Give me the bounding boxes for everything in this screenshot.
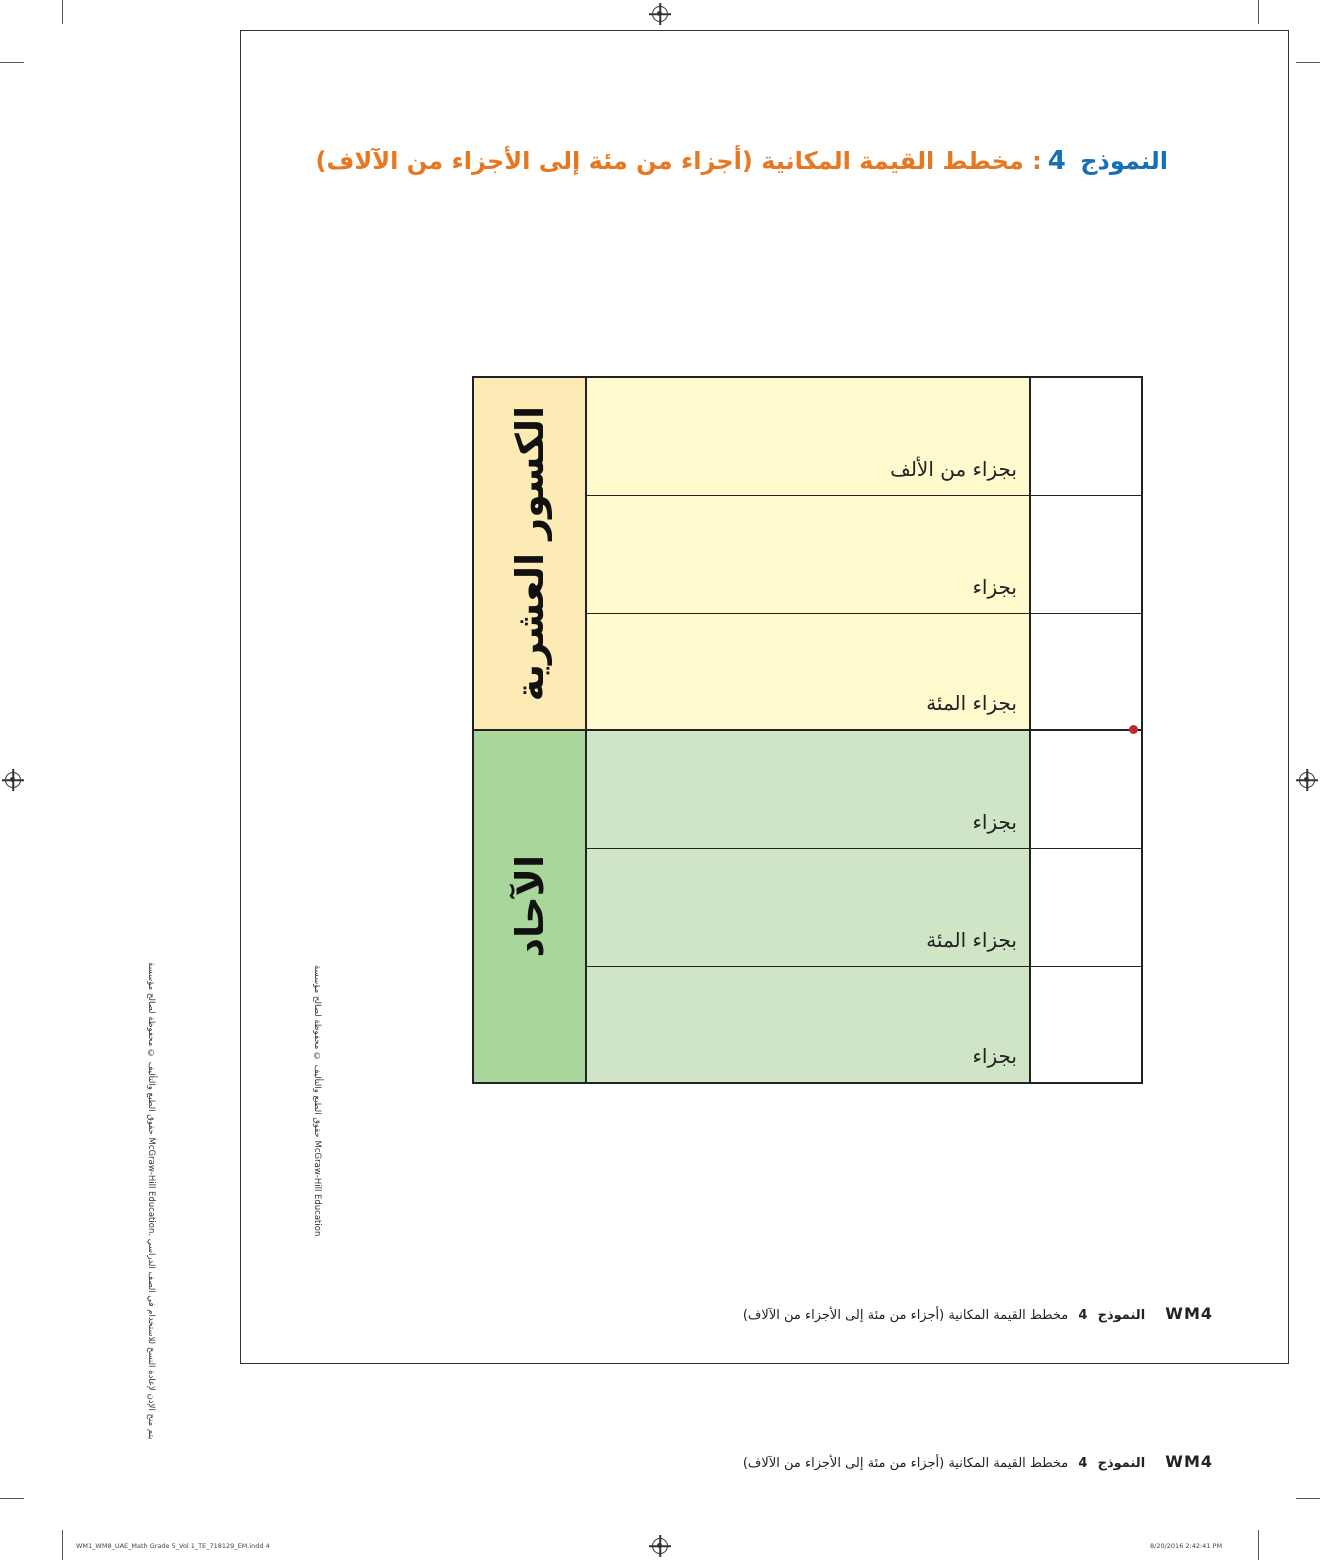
page-footer: [743, 1452, 1213, 1471]
title-separator: :: [1032, 147, 1042, 175]
copyright-credit: حقوق الطبع والتأليف © محفوظة لصالح مؤسسة McGraw-Hill Education: [312, 965, 322, 1237]
title-text: مخطط القيمة المكانية (أجزاء من مئة إلى الأجزاء من الآلاف): [315, 147, 1024, 175]
print-slug-date: 8/20/2016 2:42:41 PM: [1150, 1542, 1223, 1550]
place-label: بجزاء: [972, 575, 1017, 599]
print-slug-file: WM1_WM8_UAE_Math Grade 5_Vol 1_TE_718129_EM.indd 4: [76, 1542, 270, 1550]
footer-text: مخطط القيمة المكانية (أجزاء من مئة إلى الأجزاء من الآلاف): [742, 1456, 1069, 1471]
registration-mark-icon: [1299, 772, 1315, 788]
place-label: بجزاء: [972, 810, 1017, 834]
crop-mark: [62, 0, 63, 24]
place-value-row: [587, 731, 1031, 849]
decimals-group-label: [474, 378, 587, 731]
crop-mark: [1296, 1498, 1320, 1499]
place-value-row: [587, 849, 1031, 967]
footer-code: WM4: [1165, 1304, 1213, 1323]
place-label: بجزاء: [972, 1044, 1017, 1068]
digit-cell[interactable]: [1031, 731, 1141, 849]
footer-code: WM4: [1165, 1452, 1213, 1471]
decimals-label-text: الكسور العشرية: [507, 405, 552, 702]
crop-mark: [1296, 62, 1320, 63]
place-label: بجزاء من الألف: [890, 457, 1017, 481]
place-value-chart: [472, 376, 1143, 1084]
decimal-point-marker: [1129, 725, 1138, 734]
footer-number: 4: [1078, 1456, 1088, 1471]
digit-cell[interactable]: [1031, 849, 1141, 967]
digit-cell[interactable]: [1031, 496, 1141, 614]
place-value-row: [587, 378, 1031, 496]
footer-text: مخطط القيمة المكانية (أجزاء من مئة إلى الأجزاء من الآلاف): [742, 1308, 1069, 1323]
place-value-row: [587, 967, 1031, 1082]
digit-cell[interactable]: [1031, 614, 1141, 731]
place-value-row: [587, 496, 1031, 614]
place-label: بجزاء المئة: [926, 691, 1017, 715]
crop-mark: [1258, 1530, 1259, 1560]
digit-cell[interactable]: [1031, 967, 1141, 1082]
page-footer: [743, 1304, 1213, 1323]
digit-cell[interactable]: [1031, 378, 1141, 496]
place-label: بجزاء المئة: [926, 928, 1017, 952]
registration-mark-icon: [652, 6, 668, 22]
ones-group-label: [474, 731, 587, 1082]
footer-number: 4: [1078, 1308, 1088, 1323]
place-value-row: [587, 614, 1031, 731]
registration-mark-icon: [5, 772, 21, 788]
ones-label-text: الآحاد: [507, 855, 552, 958]
title-label: النموذج: [1080, 147, 1168, 175]
copyright-credit: حقوق الطبع والتأليف © محفوظة لصالح مؤسسة McGraw-Hill Education. يتم منح الإذن لإعادة النسخ للاستخدام في الصف الدراسي: [146, 962, 156, 1440]
crop-mark: [0, 62, 24, 63]
crop-mark: [62, 1530, 63, 1560]
registration-mark-icon: [652, 1538, 668, 1554]
footer-label: النموذج: [1097, 1456, 1146, 1471]
footer-label: النموذج: [1097, 1308, 1146, 1323]
page-title: [316, 146, 1168, 176]
crop-mark: [1258, 0, 1259, 24]
title-number: 4: [1047, 146, 1066, 176]
crop-mark: [0, 1498, 24, 1499]
